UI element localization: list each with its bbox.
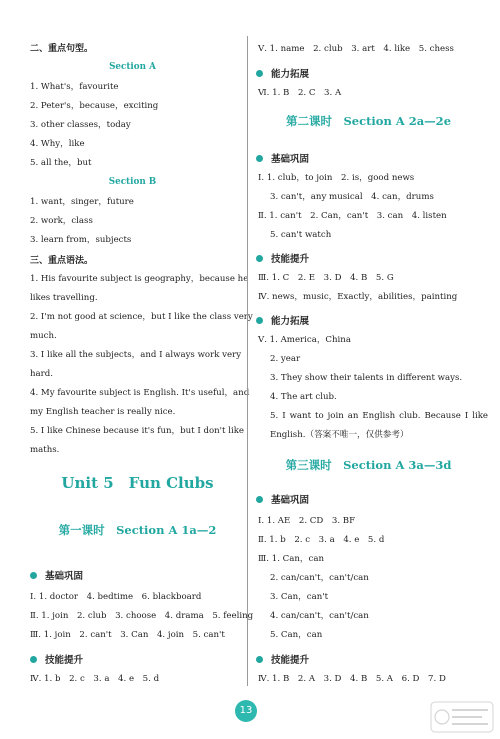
answer-line: 5. Can，can <box>270 630 323 640</box>
ability-section-heading <box>256 66 309 80</box>
answer-line: 3. They show their talents in different ways. <box>270 373 463 383</box>
answer-line: Ⅰ. 1. club，to join 2. is，good news <box>258 173 415 183</box>
basic-section-heading <box>30 568 83 582</box>
watermark-logo <box>430 701 494 737</box>
answer-line: 2. can/can't，can't/can <box>270 573 369 583</box>
answer-line: Ⅲ. 1. Can，can <box>258 554 324 564</box>
bullet-dot-icon <box>256 70 263 77</box>
list-item: 2. work，class <box>30 216 93 226</box>
key-sentences-heading: 二、重点句型。 <box>30 44 94 54</box>
list-item: 1. want，singer，future <box>30 197 134 207</box>
section-label: 基础巩固 <box>45 571 84 582</box>
answer-line: Ⅳ. 1. B 2. A 3. D 4. B 5. A 6. D 7. D <box>258 674 446 684</box>
bullet-dot-icon <box>256 317 263 324</box>
list-item: 3. other classes，today <box>30 120 131 130</box>
bullet-dot-icon <box>30 656 37 663</box>
grammar-line: likes travelling. <box>30 293 98 303</box>
section-label: 能力拓展 <box>271 316 310 327</box>
list-item: 3. learn from，subjects <box>30 235 132 245</box>
list-item: 5. all the，but <box>30 158 92 168</box>
bullet-dot-icon <box>256 255 263 262</box>
skill-section-heading <box>30 652 83 666</box>
answer-line: Ⅲ. 1. join 2. can't 3. Can 4. join 5. can't <box>30 630 225 640</box>
answer-line: Ⅰ. 1. doctor 4. bedtime 6. blackboard <box>30 592 202 602</box>
bullet-dot-icon <box>256 155 263 162</box>
list-item: 2. Peter's，because，exciting <box>30 101 159 111</box>
grammar-line: my English teacher is really nice. <box>30 407 176 417</box>
bullet-dot-icon <box>256 496 263 503</box>
answer-line: 5. I want to join an English club. Because I like <box>270 411 488 421</box>
answer-line: Ⅳ. 1. b 2. c 3. a 4. e 5. d <box>30 674 160 684</box>
grammar-line: 2. I'm not good at science，but I like the class very <box>30 312 253 322</box>
answer-line: Ⅱ. 1. b 2. c 3. a 4. e 5. d <box>258 535 385 545</box>
answer-line: Ⅳ. news，music，Exactly，abilities，painting <box>258 292 458 302</box>
skill-section-heading <box>256 652 309 666</box>
section-label: 技能提升 <box>271 655 310 666</box>
section-a-label: Section A <box>109 62 156 72</box>
answer-line: English.（答案不唯一，仅供参考） <box>270 430 409 440</box>
lesson-1-title: 第一课时 Section A 1a—2 <box>58 523 217 537</box>
section-label: 能力拓展 <box>271 69 310 80</box>
answer-line: Ⅴ. 1. name 2. club 3. art 4. like 5. chess <box>258 44 454 54</box>
grammar-line: 4. My favourite subject is English. It's useful，and <box>30 388 250 398</box>
answer-line: 2. year <box>270 354 301 364</box>
grammar-line: maths. <box>30 445 60 455</box>
answer-line: 4. can/can't，can't/can <box>270 611 369 621</box>
unit-title: Unit 5 Fun Clubs <box>61 474 214 492</box>
ability-section-heading <box>256 313 309 327</box>
grammar-line: hard. <box>30 369 53 379</box>
answer-line: Ⅴ. 1. America，China <box>258 335 351 345</box>
bullet-dot-icon <box>30 572 37 579</box>
right-column <box>256 0 500 739</box>
basic-section-heading <box>256 492 309 506</box>
answer-line: Ⅱ. 1. join 2. club 3. choose 4. drama 5. feeling <box>30 611 254 621</box>
lesson-2-title: 第二课时 Section A 2a—2e <box>285 114 452 128</box>
grammar-line: 5. I like Chinese because it's fun，but I don't like <box>30 426 245 436</box>
grammar-line: 1. His favourite subject is geography，because he <box>30 274 249 284</box>
list-item: 1. What's，favourite <box>30 82 119 92</box>
basic-section-heading <box>256 151 309 165</box>
column-divider <box>247 36 248 686</box>
section-label: 技能提升 <box>271 254 310 265</box>
answer-line: Ⅲ. 1. C 2. E 3. D 4. B 5. G <box>258 273 394 283</box>
answer-line: 5. can't watch <box>270 230 332 240</box>
answer-line: 4. The art club. <box>270 392 337 402</box>
section-label: 技能提升 <box>45 655 84 666</box>
section-label: 基础巩固 <box>271 495 310 506</box>
section-label: 基础巩固 <box>271 154 310 165</box>
answer-line: Ⅵ. 1. B 2. C 3. A <box>258 88 342 98</box>
skill-section-heading <box>256 251 309 265</box>
page-number: 13 <box>235 700 257 722</box>
answer-line: 3. can't，any musical 4. can，drums <box>270 192 434 202</box>
bullet-dot-icon <box>256 656 263 663</box>
grammar-line: 3. I like all the subjects，and I always work very <box>30 350 242 360</box>
lesson-3-title: 第三课时 Section A 3a—3d <box>285 458 452 472</box>
answer-line: Ⅰ. 1. AE 2. CD 3. BF <box>258 516 356 526</box>
section-b-label: Section B <box>108 177 157 187</box>
answer-line: Ⅱ. 1. can't 2. Can，can't 3. can 4. listen <box>258 211 447 221</box>
key-grammar-heading: 三、重点语法。 <box>30 256 94 266</box>
answer-line: 3. Can，can't <box>270 592 329 602</box>
grammar-line: much. <box>30 331 57 341</box>
list-item: 4. Why，like <box>30 139 85 149</box>
